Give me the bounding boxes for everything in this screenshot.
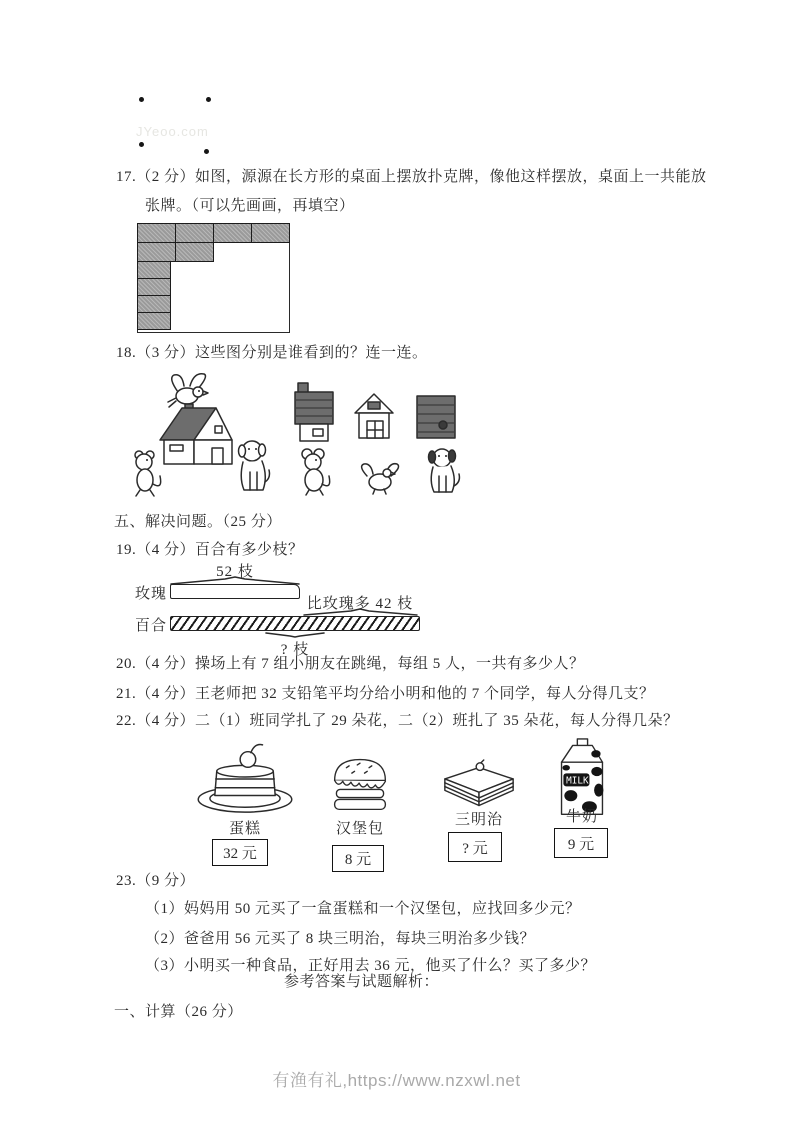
- food-price-figure: [190, 733, 630, 875]
- question-18-text: 18.（3 分）这些图分别是谁看到的？连一连。: [116, 345, 428, 361]
- playing-card: [251, 223, 290, 243]
- question-23-part1: （1）妈妈用 50 元买了一盒蛋糕和一个汉堡包，应找回多少元？: [145, 901, 581, 917]
- sandwich-label: 三明治: [454, 812, 503, 828]
- question-23-part2: （2）爸爸用 56 元买了 8 块三明治，每块三明治多少钱？: [145, 931, 536, 947]
- lily-unknown-label: ? 枝: [280, 642, 310, 658]
- hamburger-icon: [328, 755, 392, 813]
- dog-icon: [423, 446, 461, 496]
- card-table-figure: [137, 223, 290, 333]
- cake-price-tag: 32 元: [212, 839, 268, 866]
- sandwich-icon: [440, 760, 518, 815]
- question-19-text: 19.（4 分）百合有多少枝？: [116, 542, 304, 558]
- question-17-line1: 17.（2 分）如图，源源在长方形的桌面上摆放扑克牌，像他这样摆放，桌面上一共能放: [116, 169, 707, 185]
- answers-header: 参考答案与试题解析：: [283, 974, 439, 990]
- dot: [139, 142, 144, 147]
- playing-card: [213, 223, 252, 243]
- answers-section-1: 一、计算（26 分）: [114, 1004, 243, 1020]
- question-23-part3: （3）小明买一种食品，正好用去 36 元，他买了什么？买了多少？: [145, 958, 597, 974]
- house-front-view-icon: [353, 392, 395, 440]
- lily-label: 百合: [135, 618, 168, 634]
- playing-card: [137, 223, 176, 243]
- milk-label: 牛奶: [565, 809, 598, 825]
- playing-card: [137, 312, 171, 330]
- dog-icon: [235, 438, 271, 494]
- rose-label: 玫瑰: [135, 586, 168, 602]
- house-back-view-icon: [293, 382, 335, 444]
- jyeoo-watermark: JYeoo.com: [136, 124, 209, 139]
- house-top-view-icon: [415, 394, 457, 440]
- dot: [204, 149, 209, 154]
- mouse-icon: [130, 448, 164, 498]
- section-5-title: 五、解决问题。（25 分）: [114, 514, 282, 530]
- question-21-text: 21.（4 分）王老师把 32 支铅笔平均分给小明和他的 7 个同学，每人分得几支？: [116, 686, 655, 702]
- playing-card: [175, 242, 214, 262]
- cake-label: 蛋糕: [228, 821, 261, 837]
- milk-carton-text: MILK: [566, 775, 589, 787]
- flowers-bar-diagram: [135, 562, 435, 658]
- mouse-icon: [296, 446, 332, 496]
- house-3d-icon: [158, 402, 236, 468]
- sandwich-price-tag: ? 元: [448, 832, 502, 862]
- question-20-text: 20.（4 分）操场上有 7 组小朋友在跳绳，每组 5 人，一共有多少人？: [116, 656, 585, 672]
- cake-icon: [195, 740, 295, 816]
- lily-more-label: 比玫瑰多 42 枝: [306, 596, 414, 612]
- playing-card: [175, 223, 214, 243]
- rose-count-label: 52 枝: [216, 564, 254, 580]
- lily-bar: [170, 616, 420, 631]
- rose-bar: [170, 584, 300, 599]
- playing-card: [137, 242, 176, 262]
- bird-icon: [358, 462, 402, 496]
- dot: [206, 97, 211, 102]
- question-23-head: 23.（9 分）: [116, 873, 196, 889]
- question-22-text: 22.（4 分）二（1）班同学扎了 29 朵花，二（2）班扎了 35 朵花，每人分得几朵？: [116, 713, 679, 729]
- who-sees-what-figure: [120, 372, 470, 502]
- hamburger-label: 汉堡包: [335, 821, 384, 837]
- dot: [139, 97, 144, 102]
- milk-price-tag: 9 元: [554, 828, 608, 858]
- playing-card: [137, 278, 171, 296]
- playing-card: [137, 261, 171, 279]
- hamburger-price-tag: 8 元: [332, 845, 384, 872]
- site-footer: 有渔有礼,https://www.nzxwl.net: [272, 1071, 521, 1090]
- playing-card: [137, 295, 171, 313]
- question-17-line2: 张牌。（可以先画画，再填空）: [145, 198, 355, 214]
- overbrace: [303, 608, 418, 616]
